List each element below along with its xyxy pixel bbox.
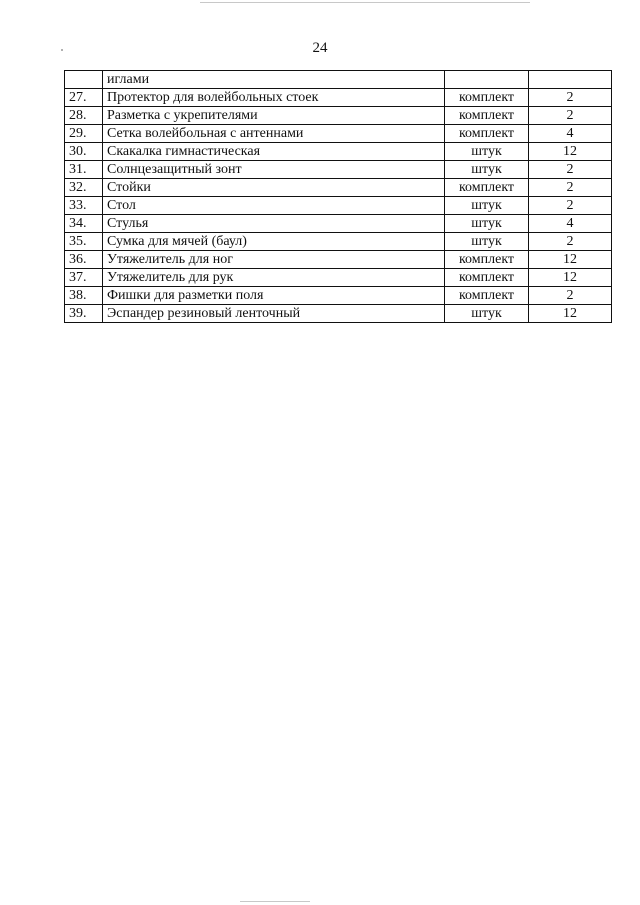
table-row bbox=[65, 269, 612, 287]
cell-item-name: Утяжелитель для ног bbox=[103, 251, 445, 269]
cell-unit: штук bbox=[445, 161, 529, 179]
cell-item-name: Солнцезащитный зонт bbox=[103, 161, 445, 179]
table-row bbox=[65, 305, 612, 323]
cell-item-name: Сумка для мячей (баул) bbox=[103, 233, 445, 251]
cell-number: 33. bbox=[65, 197, 103, 215]
cell-number: 29. bbox=[65, 125, 103, 143]
table-row bbox=[65, 89, 612, 107]
cell-quantity bbox=[529, 71, 612, 89]
cell-item-name: Стулья bbox=[103, 215, 445, 233]
cell-unit: штук bbox=[445, 305, 529, 323]
cell-item-name: Скакалка гимнастическая bbox=[103, 143, 445, 161]
cell-quantity: 12 bbox=[529, 305, 612, 323]
cell-item-name: Стойки bbox=[103, 179, 445, 197]
cell-number: 36. bbox=[65, 251, 103, 269]
scan-edge-top bbox=[200, 2, 530, 3]
cell-unit: комплект bbox=[445, 89, 529, 107]
page-number: 24 bbox=[312, 40, 328, 56]
table-row bbox=[65, 125, 612, 143]
table-row bbox=[65, 287, 612, 305]
cell-item-name: Утяжелитель для рук bbox=[103, 269, 445, 287]
cell-unit: комплект bbox=[445, 269, 529, 287]
cell-number bbox=[65, 71, 103, 89]
cell-quantity: 12 bbox=[529, 143, 612, 161]
cell-number: 31. bbox=[65, 161, 103, 179]
table-row bbox=[65, 161, 612, 179]
cell-unit: штук bbox=[445, 143, 529, 161]
cell-quantity: 2 bbox=[529, 287, 612, 305]
table-row bbox=[65, 179, 612, 197]
table-row bbox=[65, 197, 612, 215]
cell-number: 27. bbox=[65, 89, 103, 107]
cell-unit: комплект bbox=[445, 107, 529, 125]
cell-unit: штук bbox=[445, 197, 529, 215]
cell-item-name: Стол bbox=[103, 197, 445, 215]
cell-number: 38. bbox=[65, 287, 103, 305]
cell-unit: комплект bbox=[445, 125, 529, 143]
table-row bbox=[65, 233, 612, 251]
cell-unit: штук bbox=[445, 215, 529, 233]
cell-item-name: иглами bbox=[103, 71, 445, 89]
cell-item-name: Сетка волейбольная с антеннами bbox=[103, 125, 445, 143]
equipment-table bbox=[64, 70, 612, 323]
cell-item-name: Разметка с укрепителями bbox=[103, 107, 445, 125]
cell-item-name: Фишки для разметки поля bbox=[103, 287, 445, 305]
cell-number: 37. bbox=[65, 269, 103, 287]
table-body bbox=[65, 71, 612, 323]
table-row-continuation bbox=[65, 71, 612, 89]
scan-edge-bottom bbox=[240, 901, 310, 902]
cell-number: 32. bbox=[65, 179, 103, 197]
cell-quantity: 2 bbox=[529, 161, 612, 179]
cell-item-name: Протектор для волейбольных стоек bbox=[103, 89, 445, 107]
cell-number: 39. bbox=[65, 305, 103, 323]
cell-quantity: 2 bbox=[529, 233, 612, 251]
cell-quantity: 4 bbox=[529, 125, 612, 143]
cell-quantity: 4 bbox=[529, 215, 612, 233]
cell-number: 28. bbox=[65, 107, 103, 125]
cell-quantity: 2 bbox=[529, 89, 612, 107]
cell-quantity: 12 bbox=[529, 269, 612, 287]
cell-unit bbox=[445, 71, 529, 89]
cell-unit: комплект bbox=[445, 287, 529, 305]
cell-number: 34. bbox=[65, 215, 103, 233]
cell-unit: комплект bbox=[445, 179, 529, 197]
cell-quantity: 2 bbox=[529, 197, 612, 215]
cell-number: 35. bbox=[65, 233, 103, 251]
cell-item-name: Эспандер резиновый ленточный bbox=[103, 305, 445, 323]
table-row bbox=[65, 215, 612, 233]
cell-unit: комплект bbox=[445, 251, 529, 269]
cell-quantity: 2 bbox=[529, 179, 612, 197]
table-row bbox=[65, 251, 612, 269]
cell-unit: штук bbox=[445, 233, 529, 251]
table-row bbox=[65, 143, 612, 161]
cell-quantity: 2 bbox=[529, 107, 612, 125]
cell-number: 30. bbox=[65, 143, 103, 161]
cell-quantity: 12 bbox=[529, 251, 612, 269]
table-row bbox=[65, 107, 612, 125]
